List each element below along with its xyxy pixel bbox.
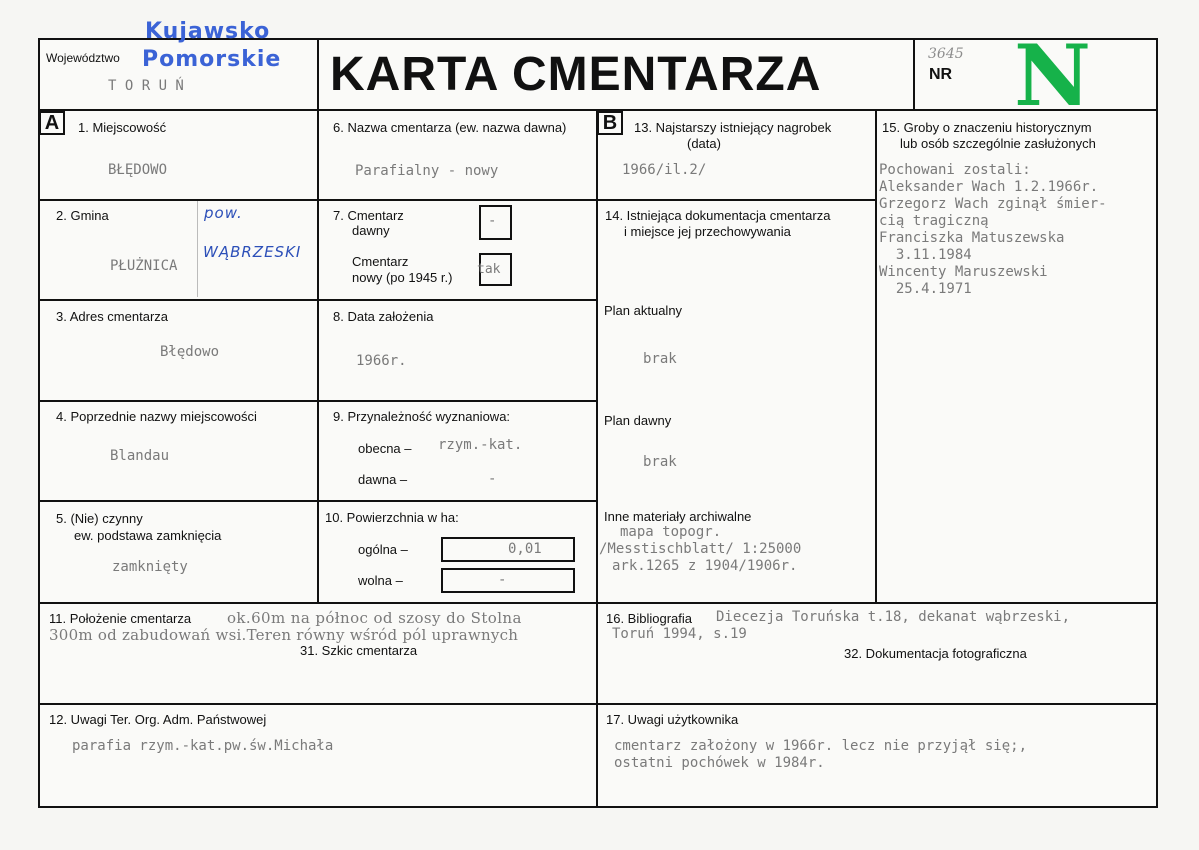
field-15-line: 3.11.1984 bbox=[879, 247, 972, 263]
field-10-wolna-box bbox=[441, 568, 575, 593]
field-13-label-1: 13. Najstarszy istniejący nagrobek bbox=[634, 120, 832, 135]
plan-dawny-label: Plan dawny bbox=[604, 413, 672, 428]
field-4-value: Blandau bbox=[110, 448, 170, 464]
field-15-line: Wincenty Maruszewski bbox=[879, 264, 1048, 280]
inne-materialy-label: Inne materiały archiwalne bbox=[604, 509, 752, 524]
field-8-value: 1966r. bbox=[356, 353, 407, 369]
field-3-value: Błędowo bbox=[160, 344, 220, 360]
field-15-line: Pochowani zostali: bbox=[879, 162, 1031, 178]
field-15-line: cią tragiczną bbox=[879, 213, 989, 229]
field-7-dawny-label-2: dawny bbox=[352, 223, 390, 238]
field-1-label: 1. Miejscowość bbox=[78, 120, 167, 135]
field-15-line: 25.4.1971 bbox=[879, 281, 972, 297]
field-15-line: Aleksander Wach 1.2.1966r. bbox=[879, 179, 1099, 195]
header-right-divider bbox=[913, 38, 915, 110]
field-14-label-1: 14. Istniejąca dokumentacja cmentarza bbox=[605, 208, 831, 223]
field-13-label-2: (data) bbox=[687, 136, 721, 151]
field-17-label: 17. Uwagi użytkownika bbox=[606, 712, 739, 727]
field-8-label: 8. Data założenia bbox=[333, 309, 434, 324]
field-6-label: 6. Nazwa cmentarza (ew. nazwa dawna) bbox=[333, 120, 567, 135]
wojewodztwo-typed: T O R U Ń bbox=[108, 78, 184, 94]
field-32-label: 32. Dokumentacja fotograficzna bbox=[844, 646, 1027, 661]
field-5-value: zamknięty bbox=[112, 559, 188, 575]
field-10-label: 10. Powierzchnia w ha: bbox=[325, 510, 459, 525]
field-10-ogolna-value: 0,01 bbox=[508, 541, 542, 557]
field-14-label-2: i miejsce jej przechowywania bbox=[624, 224, 791, 239]
field-10-ogolna-label: ogólna – bbox=[358, 542, 408, 557]
field-16-label: 16. Bibliografia bbox=[606, 611, 692, 626]
field-2-handwriting-pow: pow. bbox=[204, 204, 243, 222]
field-15-line: Grzegorz Wach zginął śmier- bbox=[879, 196, 1107, 212]
field-2-handwriting-powiat: WĄBRZESKI bbox=[203, 243, 302, 261]
gmina-separator bbox=[197, 201, 198, 297]
field-10-wolna-value: - bbox=[498, 572, 507, 588]
field-11-label: 11. Położenie cmentarza bbox=[49, 611, 192, 626]
inne-materialy-value-3: ark.1265 z 1904/1906r. bbox=[612, 558, 798, 574]
field-1-value: BŁĘDOWO bbox=[108, 162, 168, 178]
section-a-letter: A bbox=[39, 111, 65, 135]
column-divider-3 bbox=[875, 109, 877, 603]
field-17-value-1: cmentarz założony w 1966r. lecz nie przyjął się;, bbox=[614, 738, 1028, 754]
row-divider-4 bbox=[38, 500, 597, 502]
wojewodztwo-stamp-line2: Pomorskie bbox=[142, 47, 282, 72]
nr-pencil-number: 3645 bbox=[928, 46, 964, 62]
page-title: KARTA CMENTARZA bbox=[330, 48, 822, 101]
field-15-label-1: 15. Groby o znaczeniu historycznym bbox=[882, 120, 1092, 135]
field-15-label-2: lub osób szczególnie zasłużonych bbox=[900, 136, 1096, 151]
nr-label: NR bbox=[929, 66, 953, 83]
field-2-label: 2. Gmina bbox=[56, 208, 109, 223]
row-divider-2 bbox=[38, 299, 597, 301]
field-9-dawna-label: dawna – bbox=[358, 472, 408, 487]
field-9-dawna-value: - bbox=[488, 471, 497, 487]
field-9-label: 9. Przynależność wyznaniowa: bbox=[333, 409, 511, 424]
row-divider-6 bbox=[38, 703, 1158, 705]
column-divider-1 bbox=[317, 109, 319, 603]
field-3-label: 3. Adres cmentarza bbox=[56, 309, 168, 324]
inne-materialy-value-2: /Messtischblatt/ 1:25000 bbox=[599, 541, 802, 557]
row-divider-3 bbox=[38, 400, 597, 402]
field-5-label-1: 5. (Nie) czynny bbox=[56, 511, 143, 526]
field-4-label: 4. Poprzednie nazwy miejscowości bbox=[56, 409, 257, 424]
field-17-value-2: ostatni pochówek w 1984r. bbox=[614, 755, 825, 771]
field-13-value: 1966/il.2/ bbox=[622, 162, 707, 178]
inne-materialy-value-1: mapa topogr. bbox=[620, 524, 722, 540]
field-9-obecna-value: rzym.-kat. bbox=[438, 437, 523, 453]
field-7-dawny-label-1: 7. Cmentarz bbox=[333, 208, 404, 223]
field-15-line: Franciszka Matuszewska bbox=[879, 230, 1065, 246]
field-7-nowy-label-2: nowy (po 1945 r.) bbox=[352, 270, 453, 285]
field-7-dawny-value: - bbox=[488, 213, 497, 229]
field-7-nowy-value: tak bbox=[477, 262, 501, 277]
plan-dawny-value: brak bbox=[643, 454, 677, 470]
field-12-value: parafia rzym.-kat.pw.św.Michała bbox=[72, 738, 334, 754]
field-2-value: PŁUŻNICA bbox=[110, 258, 178, 274]
column-divider-2 bbox=[596, 109, 598, 806]
section-14-divider bbox=[596, 199, 877, 201]
field-9-obecna-label: obecna – bbox=[358, 441, 412, 456]
row-divider-1 bbox=[38, 199, 597, 201]
wojewodztwo-stamp-line1: Kujawsko bbox=[145, 19, 271, 44]
row-divider-5 bbox=[38, 602, 1158, 604]
field-7-nowy-label-1: Cmentarz bbox=[352, 254, 409, 269]
field-16-value-2: Toruń 1994, s.19 bbox=[612, 626, 747, 642]
field-11-value-1: ok.60m na północ od szosy do Stolna bbox=[227, 609, 522, 627]
plan-aktualny-value: brak bbox=[643, 351, 677, 367]
field-6-value: Parafialny - nowy bbox=[355, 163, 499, 179]
field-16-value-1: Diecezja Toruńska t.18, dekanat wąbrzeski, bbox=[716, 609, 1071, 625]
field-10-wolna-label: wolna – bbox=[358, 573, 403, 588]
plan-aktualny-label: Plan aktualny bbox=[604, 303, 683, 318]
section-b-letter: B bbox=[597, 111, 623, 135]
wojewodztwo-label: Województwo bbox=[46, 51, 120, 65]
field-5-label-2: ew. podstawa zamknięcia bbox=[74, 528, 222, 543]
field-31-label: 31. Szkic cmentarza bbox=[300, 643, 418, 658]
field-11-value-2: 300m od zabudowań wsi.Teren równy wśród pól uprawnych bbox=[49, 626, 519, 644]
nr-green-mark: N bbox=[1014, 26, 1091, 125]
field-12-label: 12. Uwagi Ter. Org. Adm. Państwowej bbox=[49, 712, 267, 727]
